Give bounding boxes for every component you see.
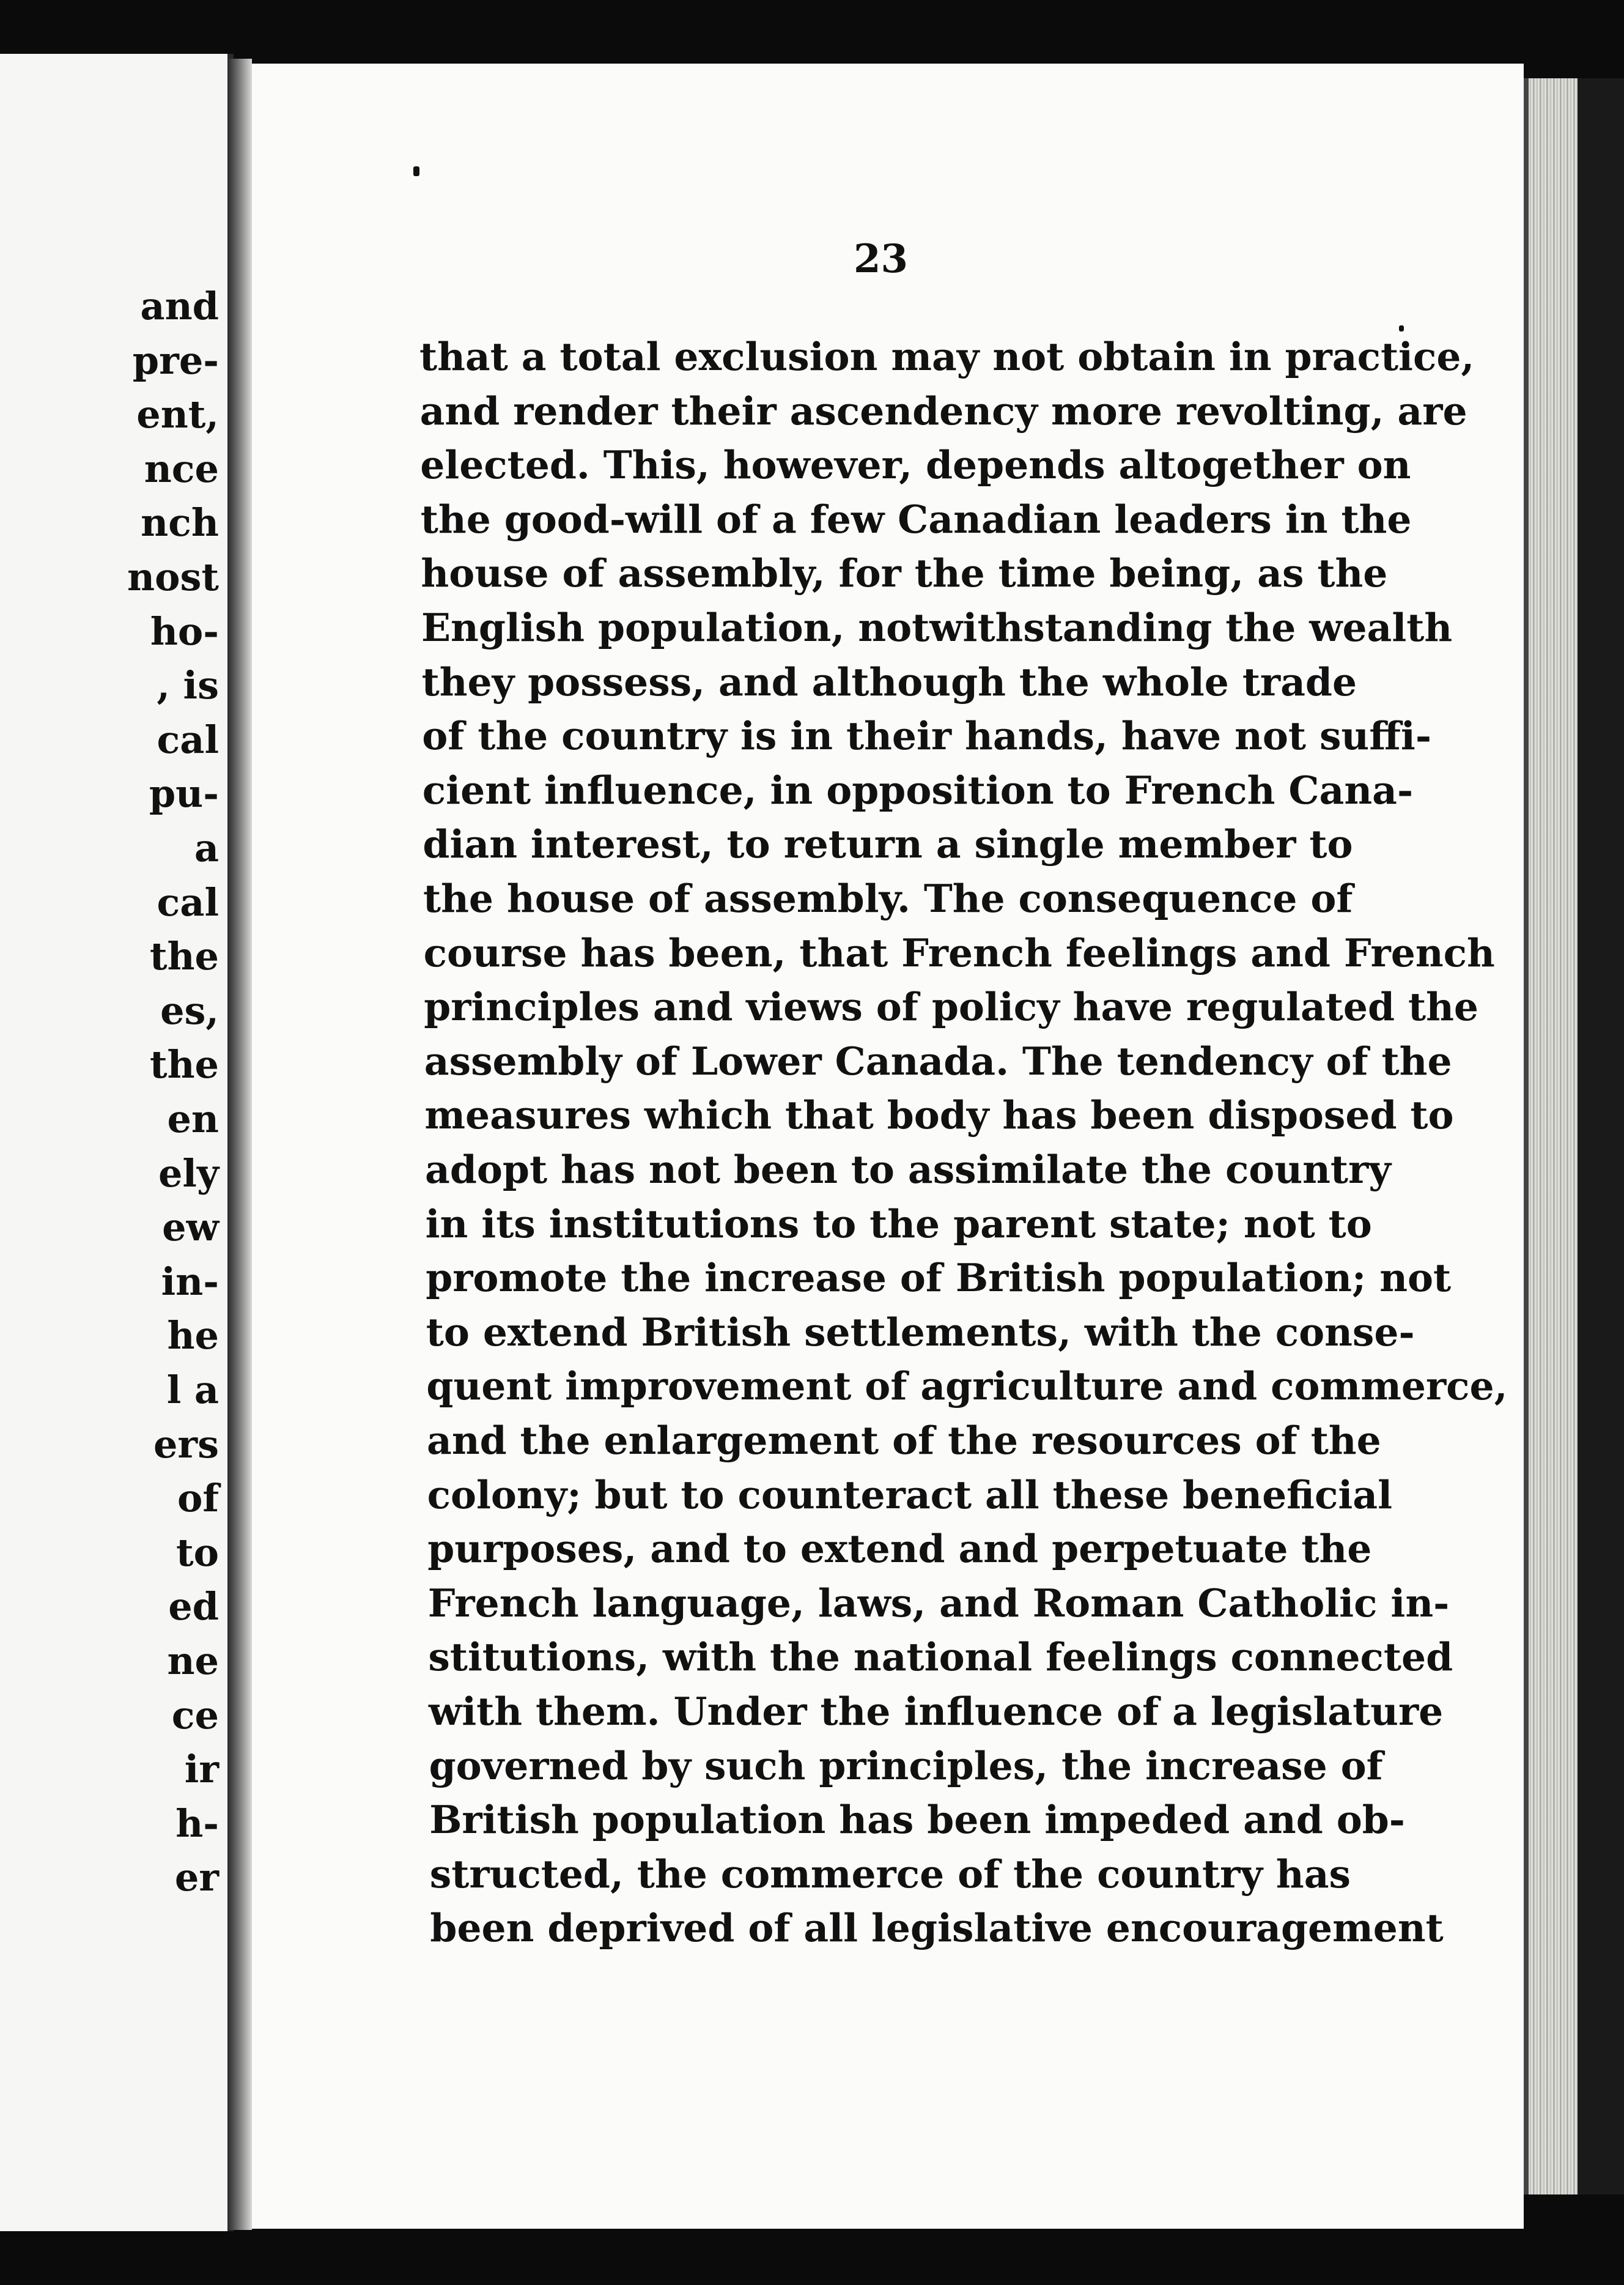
text-line: and render their ascendency more revolting, are	[419, 388, 1467, 434]
left-page-fragment: nost	[127, 555, 219, 599]
left-page-fragment: ce	[171, 1692, 219, 1738]
left-page-fragment: h-	[175, 1801, 219, 1846]
text-line: colony; but to counteract all these beneficial	[427, 1472, 1393, 1517]
left-page-fragment: en	[167, 1097, 219, 1141]
text-line: to extend British settlements, with the conse-	[426, 1309, 1415, 1355]
text-line: they possess, and although the whole trade	[421, 659, 1357, 705]
text-line: purposes, and to extend and perpetuate the	[427, 1526, 1372, 1572]
left-page-fragment: pu-	[149, 771, 219, 817]
ink-speck	[413, 166, 419, 176]
text-line: governed by such principles, the increase of	[429, 1742, 1383, 1788]
left-page	[0, 54, 234, 2231]
left-page-fragment: cal	[157, 717, 219, 762]
text-line: dian interest, to return a single member to	[423, 821, 1353, 867]
scan-border	[1578, 78, 1624, 2194]
text-line: measures which that body has been disposed to	[424, 1092, 1454, 1138]
book-gutter	[227, 59, 252, 2230]
left-page-fragment: of	[177, 1476, 219, 1521]
left-page-fragment: to	[176, 1530, 219, 1575]
left-page-fragment: the	[149, 1042, 219, 1087]
text-line: English population, notwithstanding the wealth	[421, 605, 1453, 650]
left-page-fragment: the	[149, 934, 219, 979]
text-line: course has been, that French feelings and French	[423, 930, 1495, 976]
left-page-fragment: cal	[157, 880, 219, 925]
text-line: promote the increase of British population; not	[426, 1255, 1452, 1301]
text-line: the good-will of a few Canadian leaders in the	[420, 496, 1412, 542]
text-line: with them. Under the influence of a legislature	[429, 1689, 1444, 1734]
text-line: British population has been impeded and ob-	[429, 1797, 1405, 1843]
left-page-fragment: ne	[167, 1639, 219, 1683]
text-line: that a total exclusion may not obtain in practice,	[419, 334, 1475, 379]
left-page-fragment: ir	[184, 1747, 219, 1792]
left-page-fragment: ers	[153, 1421, 219, 1467]
left-page-fragment: ew	[162, 1205, 219, 1250]
text-line: adopt has not been to assimilate the country	[425, 1147, 1391, 1192]
text-line: been deprived of all legislative encouragement	[430, 1905, 1444, 1951]
left-page-fragment: in-	[161, 1259, 219, 1304]
text-line: stitutions, with the national feelings connected	[428, 1634, 1453, 1680]
text-line: house of assembly, for the time being, as the	[421, 550, 1388, 596]
left-page-fragment: , is	[157, 663, 219, 708]
left-page-fragment: and	[140, 284, 219, 328]
text-line: elected. This, however, depends altogether on	[420, 442, 1411, 488]
text-line: of the country is in their hands, have not suffi-	[422, 713, 1432, 759]
text-line: the house of assembly. The consequence of	[423, 876, 1353, 921]
text-line: cient influence, in opposition to French Cana-	[422, 767, 1414, 813]
text-line: in its institutions to the parent state; not to	[425, 1201, 1372, 1246]
left-page-fragment: ely	[158, 1150, 219, 1196]
text-line: and the enlargement of the resources of the	[427, 1418, 1381, 1463]
text-line: principles and views of policy have regulated the	[424, 984, 1478, 1030]
left-page-fragment: he	[167, 1313, 219, 1358]
text-line: quent improvement of agriculture and commerce,	[426, 1363, 1508, 1409]
left-page-fragment: ho-	[150, 609, 219, 654]
text-line: assembly of Lower Canada. The tendency of the	[424, 1038, 1452, 1084]
page-number: 23	[854, 236, 909, 282]
text-line: French language, laws, and Roman Catholic in-	[427, 1580, 1450, 1626]
left-page-fragment: er	[174, 1855, 219, 1900]
left-page-fragment: a	[194, 826, 219, 870]
left-page-fragment: ent,	[136, 392, 219, 437]
page-edges	[1524, 78, 1582, 2194]
left-page-fragment: es,	[160, 988, 219, 1033]
left-page-fragment: nce	[144, 446, 219, 491]
left-page-fragment: pre-	[132, 338, 219, 383]
left-page-fragment: l a	[166, 1368, 219, 1412]
ink-speck	[1399, 325, 1404, 331]
left-page-fragment: ed	[168, 1584, 219, 1629]
left-page-fragment: nch	[141, 500, 219, 546]
text-line: structed, the commerce of the country has	[429, 1851, 1351, 1897]
